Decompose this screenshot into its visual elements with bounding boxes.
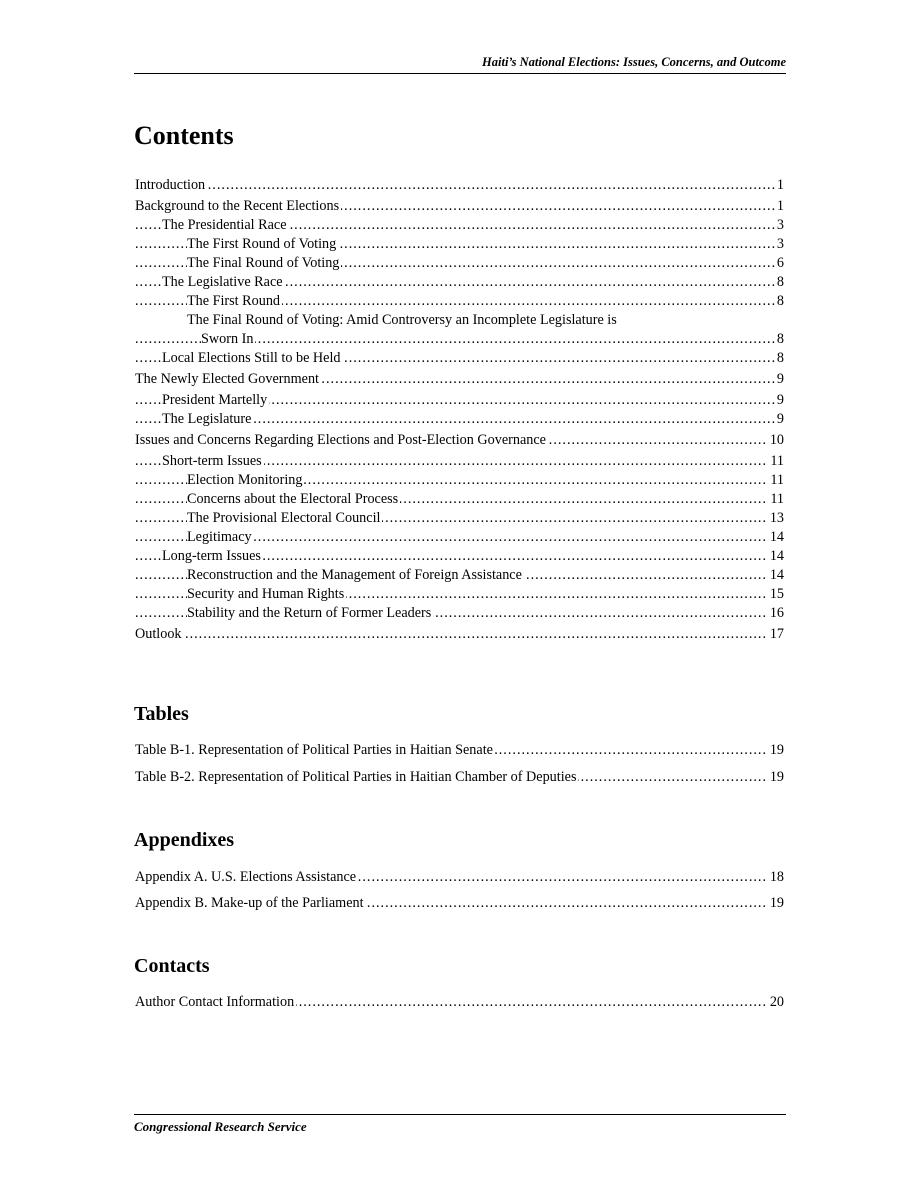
toc-entry[interactable] [135,625,784,644]
header-rule [134,73,786,74]
toc-entry-page: 8 [776,274,784,290]
toc-entry-title[interactable]: Election Monitoring [187,472,303,488]
toc-entry[interactable] [135,547,784,566]
toc-entry[interactable] [135,528,784,547]
toc-entry-title[interactable]: Reconstruction and the Management of Foreign Assistance [187,567,522,583]
contacts-list [135,993,784,1012]
toc-entry-page: 16 [769,605,784,621]
toc-entry-page: 1 [776,177,784,193]
toc-entry-title[interactable]: The First Round [187,293,281,309]
toc-entry-page: 9 [776,411,784,427]
toc-entry-title[interactable]: President Martelly [162,392,268,408]
toc-entry[interactable] [135,452,784,471]
toc-entry-title[interactable]: Short-term Issues [162,453,262,469]
toc-entry[interactable] [135,235,784,254]
toc-entry-title[interactable]: Long-term Issues [162,548,261,564]
toc-entry[interactable] [135,604,784,623]
toc-entry-title[interactable]: Local Elections Still to be Held [162,350,341,366]
toc-entry-page: 8 [776,331,784,347]
toc-entry[interactable] [135,585,784,604]
toc-entry-title[interactable]: The Final Round of Voting [187,255,340,271]
toc-entry-title[interactable]: The Final Round of Voting: Amid Controversy an Incomplete Legislature is [187,312,617,328]
toc-entry-page: 19 [769,895,784,911]
toc-entry-title[interactable]: Appendix B. Make-up of the Parliament [135,895,364,911]
appendixes-list [135,868,784,913]
toc-entry-title[interactable]: Security and Human Rights [187,586,345,602]
toc-entry[interactable] [135,741,784,760]
toc-entry-title[interactable]: Issues and Concerns Regarding Elections and Post-Election Governance [135,432,546,448]
toc-entry[interactable] [135,176,784,195]
toc-entry-page: 17 [769,626,784,642]
toc-entry-page: 11 [770,472,784,488]
toc-entry[interactable] [135,490,784,509]
toc-entry-title[interactable]: Table B-2. Representation of Political Parties in Haitian Chamber of Deputies [135,769,577,785]
toc-entry[interactable] [135,370,784,389]
toc-entry-page: 11 [770,491,784,507]
toc-entry[interactable] [135,410,784,429]
toc-entry-title[interactable]: Background to the Recent Elections [135,198,340,214]
toc-entry[interactable] [135,197,784,216]
toc-entry[interactable] [135,292,784,311]
toc-entry-page: 20 [769,994,784,1010]
toc-entry[interactable] [135,868,784,887]
toc-entry-page: 1 [776,198,784,214]
toc-entry[interactable] [135,471,784,490]
toc-entry-title[interactable]: Table B-1. Representation of Political Parties in Haitian Senate [135,742,493,758]
toc-entry-page: 6 [776,255,784,271]
toc-entry[interactable] [135,273,784,292]
toc-entry-wrap[interactable] [135,311,784,330]
contacts-heading: Contacts [134,955,210,977]
toc-entry-page: 3 [776,217,784,233]
toc-entry-page: 8 [776,293,784,309]
toc-entry-title[interactable]: The Newly Elected Government [135,371,319,387]
toc-entry-title[interactable]: Outlook [135,626,182,642]
toc-entry-page: 3 [776,236,784,252]
toc-entry-title[interactable]: Stability and the Return of Former Leaders [187,605,432,621]
toc-entry-title[interactable]: Concerns about the Electoral Process [187,491,399,507]
toc-entry-page: 8 [776,350,784,366]
toc-entry[interactable] [135,349,784,368]
toc-entry-title[interactable]: Appendix A. U.S. Elections Assistance [135,869,357,885]
toc-entry-page: 13 [769,510,784,526]
toc-entry-page: 19 [769,742,784,758]
tables-heading: Tables [134,703,189,725]
toc-entry-page: 14 [769,548,784,564]
toc-entry[interactable] [135,216,784,235]
toc-entry-page: 11 [770,453,784,469]
toc-entry[interactable] [135,894,784,913]
toc-entry-title[interactable]: Legitimacy [187,529,252,545]
toc-entry-page: 18 [769,869,784,885]
running-footer: Congressional Research Service [134,1119,307,1134]
toc-entry[interactable] [135,330,784,349]
toc-entry[interactable] [135,254,784,273]
contents-heading: Contents [134,121,234,150]
footer-rule [134,1114,786,1115]
toc-entry-page: 14 [769,529,784,545]
toc-entry-page: 10 [769,432,784,448]
toc-entry[interactable] [135,566,784,585]
toc-entry[interactable] [135,509,784,528]
toc-entry-title[interactable]: The Presidential Race [162,217,287,233]
toc-entry-title[interactable]: The First Round of Voting [187,236,337,252]
toc-entry[interactable] [135,431,784,450]
toc-entry-page: 9 [776,392,784,408]
toc-entry-title[interactable]: Author Contact Information [135,994,295,1010]
toc-entry-title-cont[interactable]: Sworn In [201,331,254,347]
toc-entry-page: 9 [776,371,784,387]
toc-entry-page: 15 [769,586,784,602]
toc-entry[interactable] [135,993,784,1012]
toc-entry[interactable] [135,391,784,410]
running-header: Haiti’s National Elections: Issues, Concerns, and Outcome [482,55,786,69]
toc-entry[interactable] [135,768,784,787]
tables-list [135,741,784,787]
toc-entry-title[interactable]: The Provisional Electoral Council [187,510,381,526]
toc-entry-page: 19 [769,769,784,785]
toc-entry-title[interactable]: The Legislature [162,411,252,427]
contents-list [135,176,784,644]
toc-entry-page: 14 [769,567,784,583]
toc-entry-title[interactable]: Introduction [135,177,206,193]
appendixes-heading: Appendixes [134,829,235,851]
toc-entry-title[interactable]: The Legislative Race [162,274,283,290]
